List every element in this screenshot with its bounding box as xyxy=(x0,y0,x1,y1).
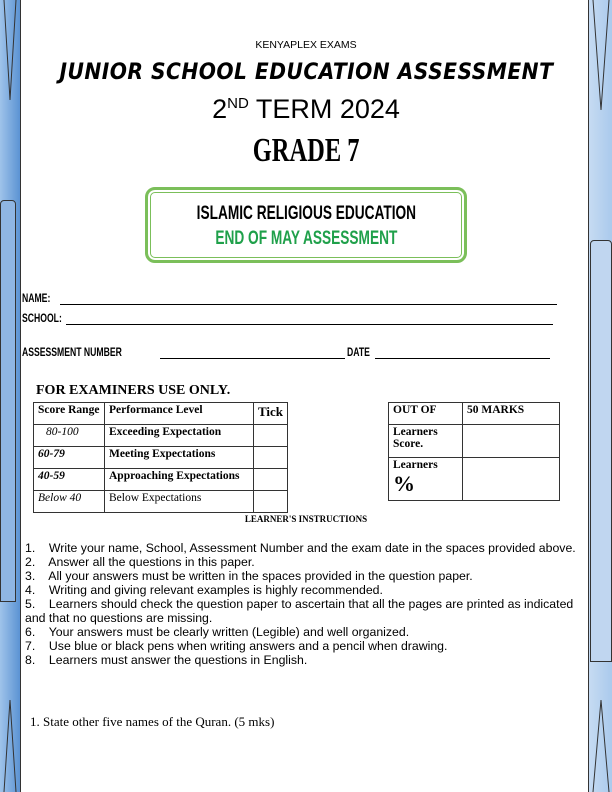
subject-title: ISLAMIC RELIGIOUS EDUCATION xyxy=(196,203,416,224)
learners-score-field[interactable] xyxy=(463,425,560,458)
instruction-item: 2. Answer all the questions in this paper. xyxy=(25,555,255,569)
tick-cell[interactable] xyxy=(253,491,287,513)
performance-table xyxy=(33,402,288,513)
instruction-item: 1. Write your name, School, Assessment Number and the exam date in the spaces provided above. xyxy=(25,541,576,555)
date-field[interactable] xyxy=(375,358,550,359)
name-field[interactable] xyxy=(60,304,557,305)
assessment-title: END OF MAY ASSESSMENT xyxy=(215,228,397,249)
performance-level: Meeting Expectations xyxy=(105,447,254,469)
series-title: JUNIOR SCHOOL EDUCATION ASSESSMENT xyxy=(59,60,553,85)
out-of-value: 50 MARKS xyxy=(463,403,560,425)
performance-level: Below Expectations xyxy=(105,491,254,513)
question-1: 1. State other five names of the Quran. (5 mks) xyxy=(30,714,275,729)
table-row xyxy=(34,491,288,513)
score-range: Below 40 xyxy=(34,491,105,513)
score-range: 40-59 xyxy=(34,469,105,491)
table-row xyxy=(34,469,288,491)
school-label: SCHOOL: xyxy=(22,311,62,325)
assessment-number-field[interactable] xyxy=(160,358,345,359)
instruction-item: 6. Your answers must be clearly written (Legible) and well organized. xyxy=(25,625,410,639)
instruction-item: 7. Use blue or black pens when writing answers and a pencil when drawing. xyxy=(25,639,448,653)
grade-title: GRADE 7 xyxy=(252,132,360,169)
table-row xyxy=(34,425,288,447)
date-label: DATE xyxy=(347,345,370,359)
marks-table xyxy=(388,402,560,501)
performance-level: Exceeding Expectation xyxy=(105,425,254,447)
instruction-item: 3. All your answers must be written in the spaces provided in the question paper. xyxy=(25,569,473,583)
out-of-label: OUT OF xyxy=(389,403,463,425)
name-label: NAME: xyxy=(22,291,51,305)
publisher: KENYAPLEX EXAMS xyxy=(255,39,357,51)
term-title: 2ND TERM 2024 xyxy=(212,94,400,124)
assessment-number-label: ASSESSMENT NUMBER xyxy=(22,345,122,359)
table-row xyxy=(34,447,288,469)
performance-level: Approaching Expectations xyxy=(105,469,254,491)
tick-cell[interactable] xyxy=(253,447,287,469)
score-range: 80-100 xyxy=(34,425,105,447)
table-header-row xyxy=(34,403,288,425)
subject-box xyxy=(145,187,467,263)
tick-cell[interactable] xyxy=(253,469,287,491)
learners-percent-field[interactable] xyxy=(463,458,560,501)
examiners-title: FOR EXAMINERS USE ONLY. xyxy=(36,383,231,398)
tick-cell[interactable] xyxy=(253,425,287,447)
instruction-item: 5. Learners should check the question paper to ascertain that all the pages are printed as indicated and that no questions are missing. xyxy=(25,597,577,625)
school-field[interactable] xyxy=(66,324,553,325)
instructions-list xyxy=(25,541,580,667)
header-tick: Tick xyxy=(253,403,287,425)
header-score-range: Score Range xyxy=(34,403,105,425)
instruction-item: 8. Learners must answer the questions in English. xyxy=(25,653,308,667)
left-tab-decoration xyxy=(0,200,16,602)
instruction-item: 4. Writing and giving relevant examples is highly recommended. xyxy=(25,583,383,597)
score-range: 60-79 xyxy=(34,447,105,469)
learners-percent-label: Learners % xyxy=(389,458,463,501)
header-performance-level: Performance Level xyxy=(105,403,254,425)
instructions-title: LEARNER'S INSTRUCTIONS xyxy=(244,514,368,524)
learners-score-label: Learners Score. xyxy=(389,425,463,458)
right-tab-decoration xyxy=(590,240,612,662)
